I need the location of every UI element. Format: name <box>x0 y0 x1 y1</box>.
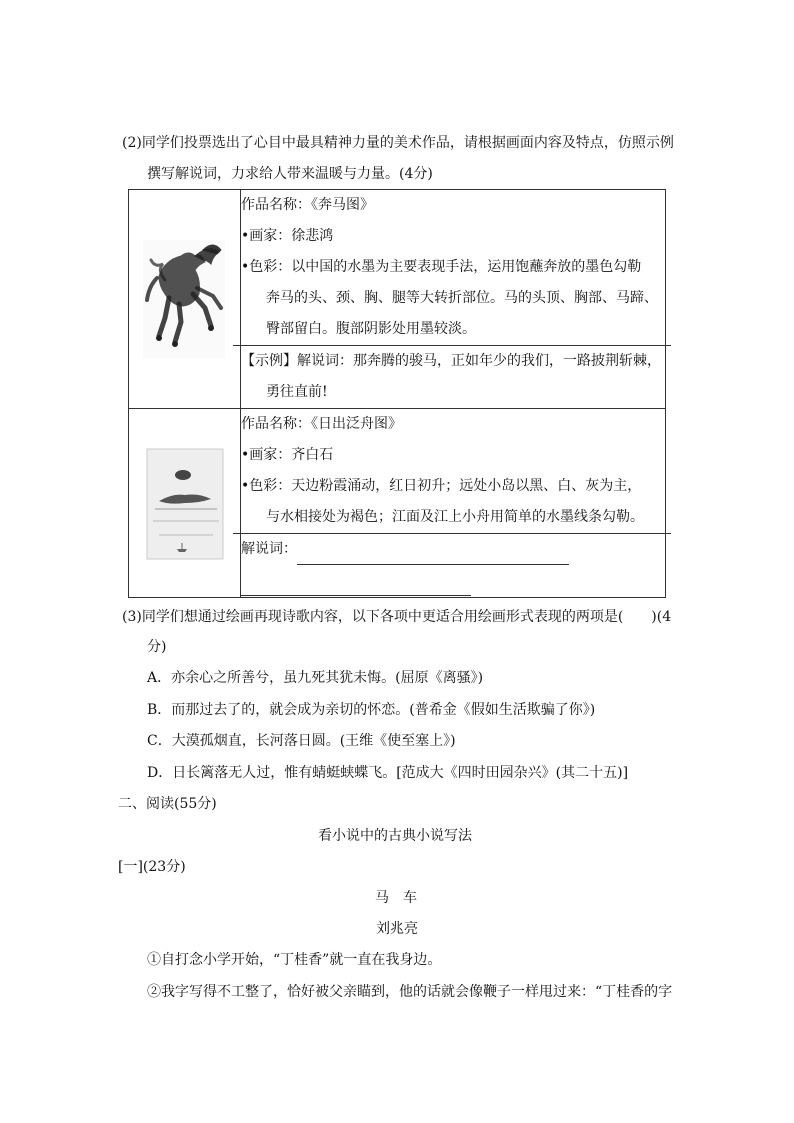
benma-description-cell <box>241 190 666 409</box>
artwork-color-line: 奔马的头、颈、胸、腿等大转折部位。马的头顶、胸部、马蹄、 <box>266 290 658 306</box>
q3-option-b: B．而那过去了的，就会成为亲切的怀恋。(普希金《假如生活欺骗了你》) <box>147 702 596 718</box>
section-subtitle: 看小说中的古典小说写法 <box>318 828 472 844</box>
answer-blank-line[interactable] <box>297 550 569 565</box>
galloping-horse-painting <box>129 190 240 408</box>
richu-description-cell <box>241 409 666 598</box>
artwork-title: 作品名称：《奔马图》 <box>241 197 374 213</box>
q3-prompt-line2: 分) <box>147 639 167 655</box>
q3-option-d: D．日长篱落无人过，惟有蜻蜓蛱蝶飞。[范成大《四时田园杂兴》(其二十五)] <box>147 765 629 781</box>
answer-blank-line[interactable] <box>241 581 471 596</box>
galloping-horse-painting-cell <box>129 190 241 409</box>
artwork-painter: •画家：徐悲鸿 <box>241 228 334 244</box>
story-title: 马 车 <box>375 890 417 906</box>
example-line: 勇往直前! <box>266 384 328 400</box>
part-label: [一](23分) <box>118 859 186 875</box>
answer-section <box>233 533 671 596</box>
q3-prompt-line1: (3)同学们想通过绘画再现诗歌内容，以下各项中更适合用绘画形式表现的两项是( )(4 <box>122 609 672 625</box>
story-paragraph-1: ①自打念小学开始，“丁桂香”就一直在我身边。 <box>147 952 442 968</box>
example-section <box>233 345 671 408</box>
story-paragraph-2: ②我字写得不工整了，恰好被父亲瞄到，他的话就会像鞭子一样甩过来：“丁桂香的字 <box>147 984 673 1000</box>
artwork-color-line: •色彩：以中国的水墨为主要表现手法，运用饱蘸奔放的墨色勾勒 <box>241 259 642 275</box>
artwork-color-line: •色彩：天边粉霞涌动，红日初升；远处小岛以黑、白、灰为主， <box>241 478 642 494</box>
artwork-color-line: 与水相接处为褐色；江面及江上小舟用简单的水墨线条勾勒。 <box>266 509 644 525</box>
q3-option-a: A．亦余心之所善兮，虽九死其犹未悔。(屈原《离骚》) <box>147 670 484 686</box>
q2-prompt-line2: 撰写解说词，力求给人带来温暖与力量。(4分) <box>147 166 433 182</box>
artwork-color-line: 臀部留白。腹部阴影处用墨较淡。 <box>266 321 476 337</box>
example-line: 【示例】解说词：那奔腾的骏马，正如年少的我们，一路披荆斩棘， <box>241 353 661 369</box>
section-heading: 二、阅读(55分) <box>118 796 217 812</box>
story-author: 刘兆亮 <box>376 921 418 937</box>
sunrise-boat-painting <box>129 409 240 597</box>
artwork-painter: •画家：齐白石 <box>241 447 334 463</box>
q3-option-c: C．大漠孤烟直，长河落日圆。(王维《使至塞上》) <box>147 733 456 749</box>
q2-prompt-line1: (2)同学们投票选出了心目中最具精神力量的美术作品，请根据画面内容及特点，仿照示例 <box>122 135 674 151</box>
artworks-table <box>128 189 666 598</box>
sunrise-boat-painting-cell <box>129 409 241 598</box>
artwork-title: 作品名称：《日出泛舟图》 <box>241 416 402 432</box>
answer-label: 解说词： <box>241 541 297 557</box>
